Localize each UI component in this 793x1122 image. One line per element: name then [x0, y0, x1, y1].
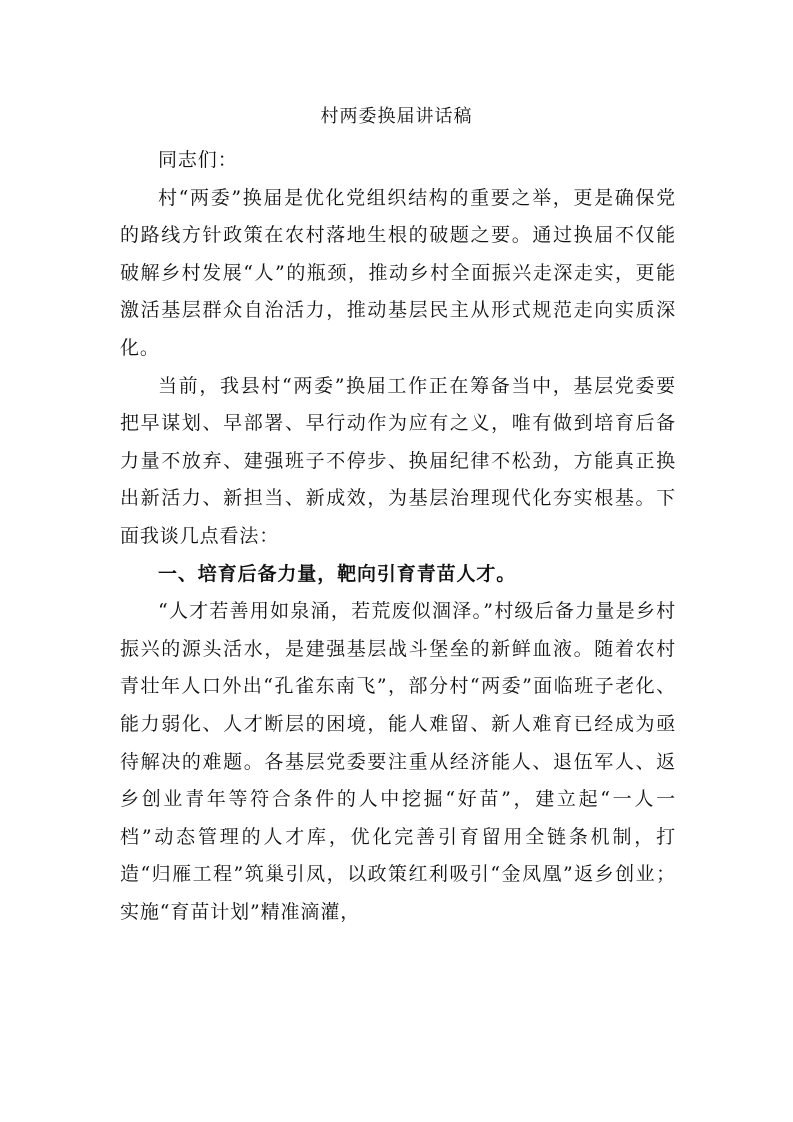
section-paragraph-1: “人才若善用如泉涌，若荒废似涸泽。”村级后备力量是乡村振兴的源头活水，是建强基层战斗堡垒的新鲜血液。随着农村青壮年人口外出“孔雀东南飞”，部分村“两委”面临班子老化、能力弱化、人才断层的困境，能人难留、新人难育已经成为亟待解决的难题。各基层党委要注重从经济能人、退伍军人、返乡创业青年等符合条件的人中挖掘“好苗”，建立起“一人一档”动态管理的人才库，优化完善引育留用全链条机制，打造“归雁工程”筑巢引凤，以政策红利吸引“金凤凰”返乡创业；实施“育苗计划”精准滴灌，: [120, 600, 676, 923]
section-heading-1: 一、培育后备力量，靶向引育青苗人才。: [158, 562, 517, 585]
paragraph-intro: 村“两委”换届是优化党组织结构的重要之举，更是确保党的路线方针政策在农村落地生根的破题之要。通过换届不仅能破解乡村发展“人”的瓶颈，推动乡村全面振兴走深走实，更能激活基层群众自治活力，推动基层民主从形式规范走向实质深化。: [120, 186, 676, 359]
document-body: [120, 142, 676, 931]
paragraph-current-work: 当前，我县村“两委”换届工作正在筹备当中，基层党委要把早谋划、早部署、早行动作为应有之义，唯有做到培育后备力量不放弃、建强班子不停步、换届纪律不松劲，方能真正换出新活力、新担当、新成效，为基层治理现代化夯实根基。下面我谈几点看法：: [120, 374, 676, 547]
document-title: 村两委换届讲话稿: [320, 106, 473, 127]
salutation: 同志们：: [158, 149, 238, 171]
